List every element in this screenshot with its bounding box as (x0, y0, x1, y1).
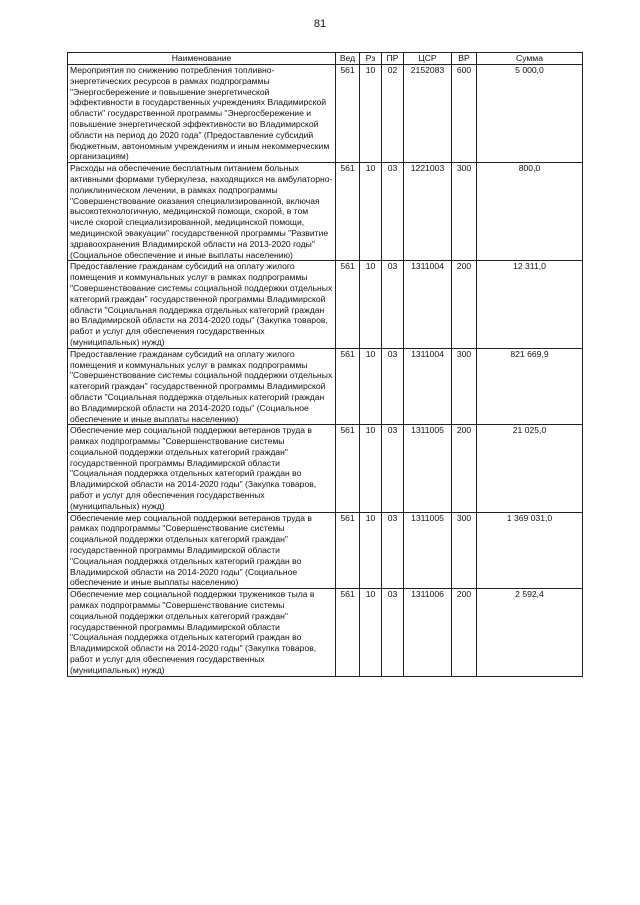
cell-pr: 03 (382, 348, 404, 425)
cell-sum: 21 025,0 (477, 425, 583, 512)
cell-csr: 1311004 (404, 348, 452, 425)
cell-name: Обеспечение мер социальной поддержки тружеников тыла в рамках подпрограммы "Совершенствование системы социальной поддержки отдельных категорий граждан" государственной программы Владимирской области "Социальная поддержка отдельных категорий граждан во Владимирской области на 2014-2020 годы" (Закупка товаров, работ и услуг для обеспечения государственных (муниципальных) нужд) (68, 589, 336, 676)
cell-pr: 03 (382, 163, 404, 261)
cell-sum: 2 592,4 (477, 589, 583, 676)
header-rz: Рз (360, 53, 382, 65)
table-header-row (68, 53, 583, 65)
cell-pr: 03 (382, 512, 404, 589)
page-number: 81 (313, 18, 327, 30)
cell-ved: 561 (336, 348, 360, 425)
cell-vr: 300 (452, 348, 477, 425)
budget-table (67, 52, 583, 677)
header-pr: ПР (382, 53, 404, 65)
cell-vr: 600 (452, 65, 477, 163)
cell-sum: 821 669,9 (477, 348, 583, 425)
cell-rz: 10 (360, 512, 382, 589)
table-row (68, 65, 583, 163)
table-row (68, 348, 583, 425)
cell-sum: 800,0 (477, 163, 583, 261)
table-row (68, 425, 583, 512)
cell-vr: 200 (452, 425, 477, 512)
cell-rz: 10 (360, 589, 382, 676)
cell-csr: 1221003 (404, 163, 452, 261)
header-sum: Сумма (477, 53, 583, 65)
cell-csr: 2152083 (404, 65, 452, 163)
cell-name: Предоставление гражданам субсидий на оплату жилого помещения и коммунальных услуг в рамках подпрограммы "Совершенствование системы социальной поддержки отдельных категорий граждан" государственной программы Владимирской области "Социальная поддержка отдельных категорий граждан во Владимирской области на 2014-2020 годы" (Закупка товаров, работ и услуг для обеспечения государственных (муниципальных) нужд) (68, 261, 336, 348)
table-row (68, 512, 583, 589)
cell-sum: 5 000,0 (477, 65, 583, 163)
cell-name: Предоставление гражданам субсидий на оплату жилого помещения и коммунальных услуг в рамках подпрограммы "Совершенствование системы социальной поддержки отдельных категорий граждан" государственной программы Владимирской области "Социальная поддержка отдельных категорий граждан во Владимирской области на 2014-2020 годы" (Социальное обеспечение и иные выплаты населению) (68, 348, 336, 425)
cell-vr: 200 (452, 589, 477, 676)
header-ved: Вед (336, 53, 360, 65)
cell-vr: 300 (452, 512, 477, 589)
cell-csr: 1311004 (404, 261, 452, 348)
table-row (68, 163, 583, 261)
cell-pr: 02 (382, 65, 404, 163)
table-row (68, 261, 583, 348)
cell-name: Обеспечение мер социальной поддержки ветеранов труда в рамках подпрограммы "Совершенствование системы социальной поддержки отдельных категорий граждан" государственной программы Владимирской области "Социальная поддержка отдельных категорий граждан во Владимирской области на 2014-2020 годы" (Социальное обеспечение и иные выплаты населению) (68, 512, 336, 589)
cell-rz: 10 (360, 425, 382, 512)
cell-ved: 561 (336, 163, 360, 261)
cell-ved: 561 (336, 425, 360, 512)
cell-ved: 561 (336, 65, 360, 163)
cell-name: Расходы на обеспечение бесплатным питанием больных активными формами туберкулеза, находящихся на амбулаторно-поликлиническом лечении, в рамках подпрограммы "Совершенствование оказания специализированной, включая высокотехнологичную, медицинской помощи, скорой, в том числе скорой специализированной, медицинской помощи, медицинской эвакуации" государственной программы "Развитие здравоохранения Владимирской области на 2013-2020 годы" (Социальное обеспечение и иные выплаты населению) (68, 163, 336, 261)
cell-pr: 03 (382, 261, 404, 348)
cell-csr: 1311006 (404, 589, 452, 676)
cell-name: Мероприятия по снижению потребления топливно-энергетических ресурсов в рамках подпрограммы "Энергосбережение и повышение энергетической эффективности в государственных учреждениях Владимирской области" государственной программы "Энергосбережение и повышение энергетической эффективности во Владимирской области на период до 2020 года" (Предоставление субсидий бюджетным, автономным учреждениям и иным некоммерческим организациям) (68, 65, 336, 163)
cell-ved: 561 (336, 589, 360, 676)
cell-rz: 10 (360, 65, 382, 163)
cell-sum: 1 369 031,0 (477, 512, 583, 589)
cell-ved: 561 (336, 261, 360, 348)
cell-ved: 561 (336, 512, 360, 589)
cell-vr: 300 (452, 163, 477, 261)
header-csr: ЦСР (404, 53, 452, 65)
header-name: Наименование (68, 53, 336, 65)
cell-vr: 200 (452, 261, 477, 348)
cell-pr: 03 (382, 589, 404, 676)
cell-rz: 10 (360, 348, 382, 425)
cell-name: Обеспечение мер социальной поддержки ветеранов труда в рамках подпрограммы "Совершенствование системы социальной поддержки отдельных категорий граждан" государственной программы Владимирской области "Социальная поддержка отдельных категорий граждан во Владимирской области на 2014-2020 годы" (Закупка товаров, работ и услуг для обеспечения государственных (муниципальных) нужд) (68, 425, 336, 512)
cell-sum: 12 311,0 (477, 261, 583, 348)
header-vr: ВР (452, 53, 477, 65)
cell-csr: 1311005 (404, 425, 452, 512)
cell-pr: 03 (382, 425, 404, 512)
cell-rz: 10 (360, 261, 382, 348)
cell-rz: 10 (360, 163, 382, 261)
cell-csr: 1311005 (404, 512, 452, 589)
table-row (68, 589, 583, 676)
